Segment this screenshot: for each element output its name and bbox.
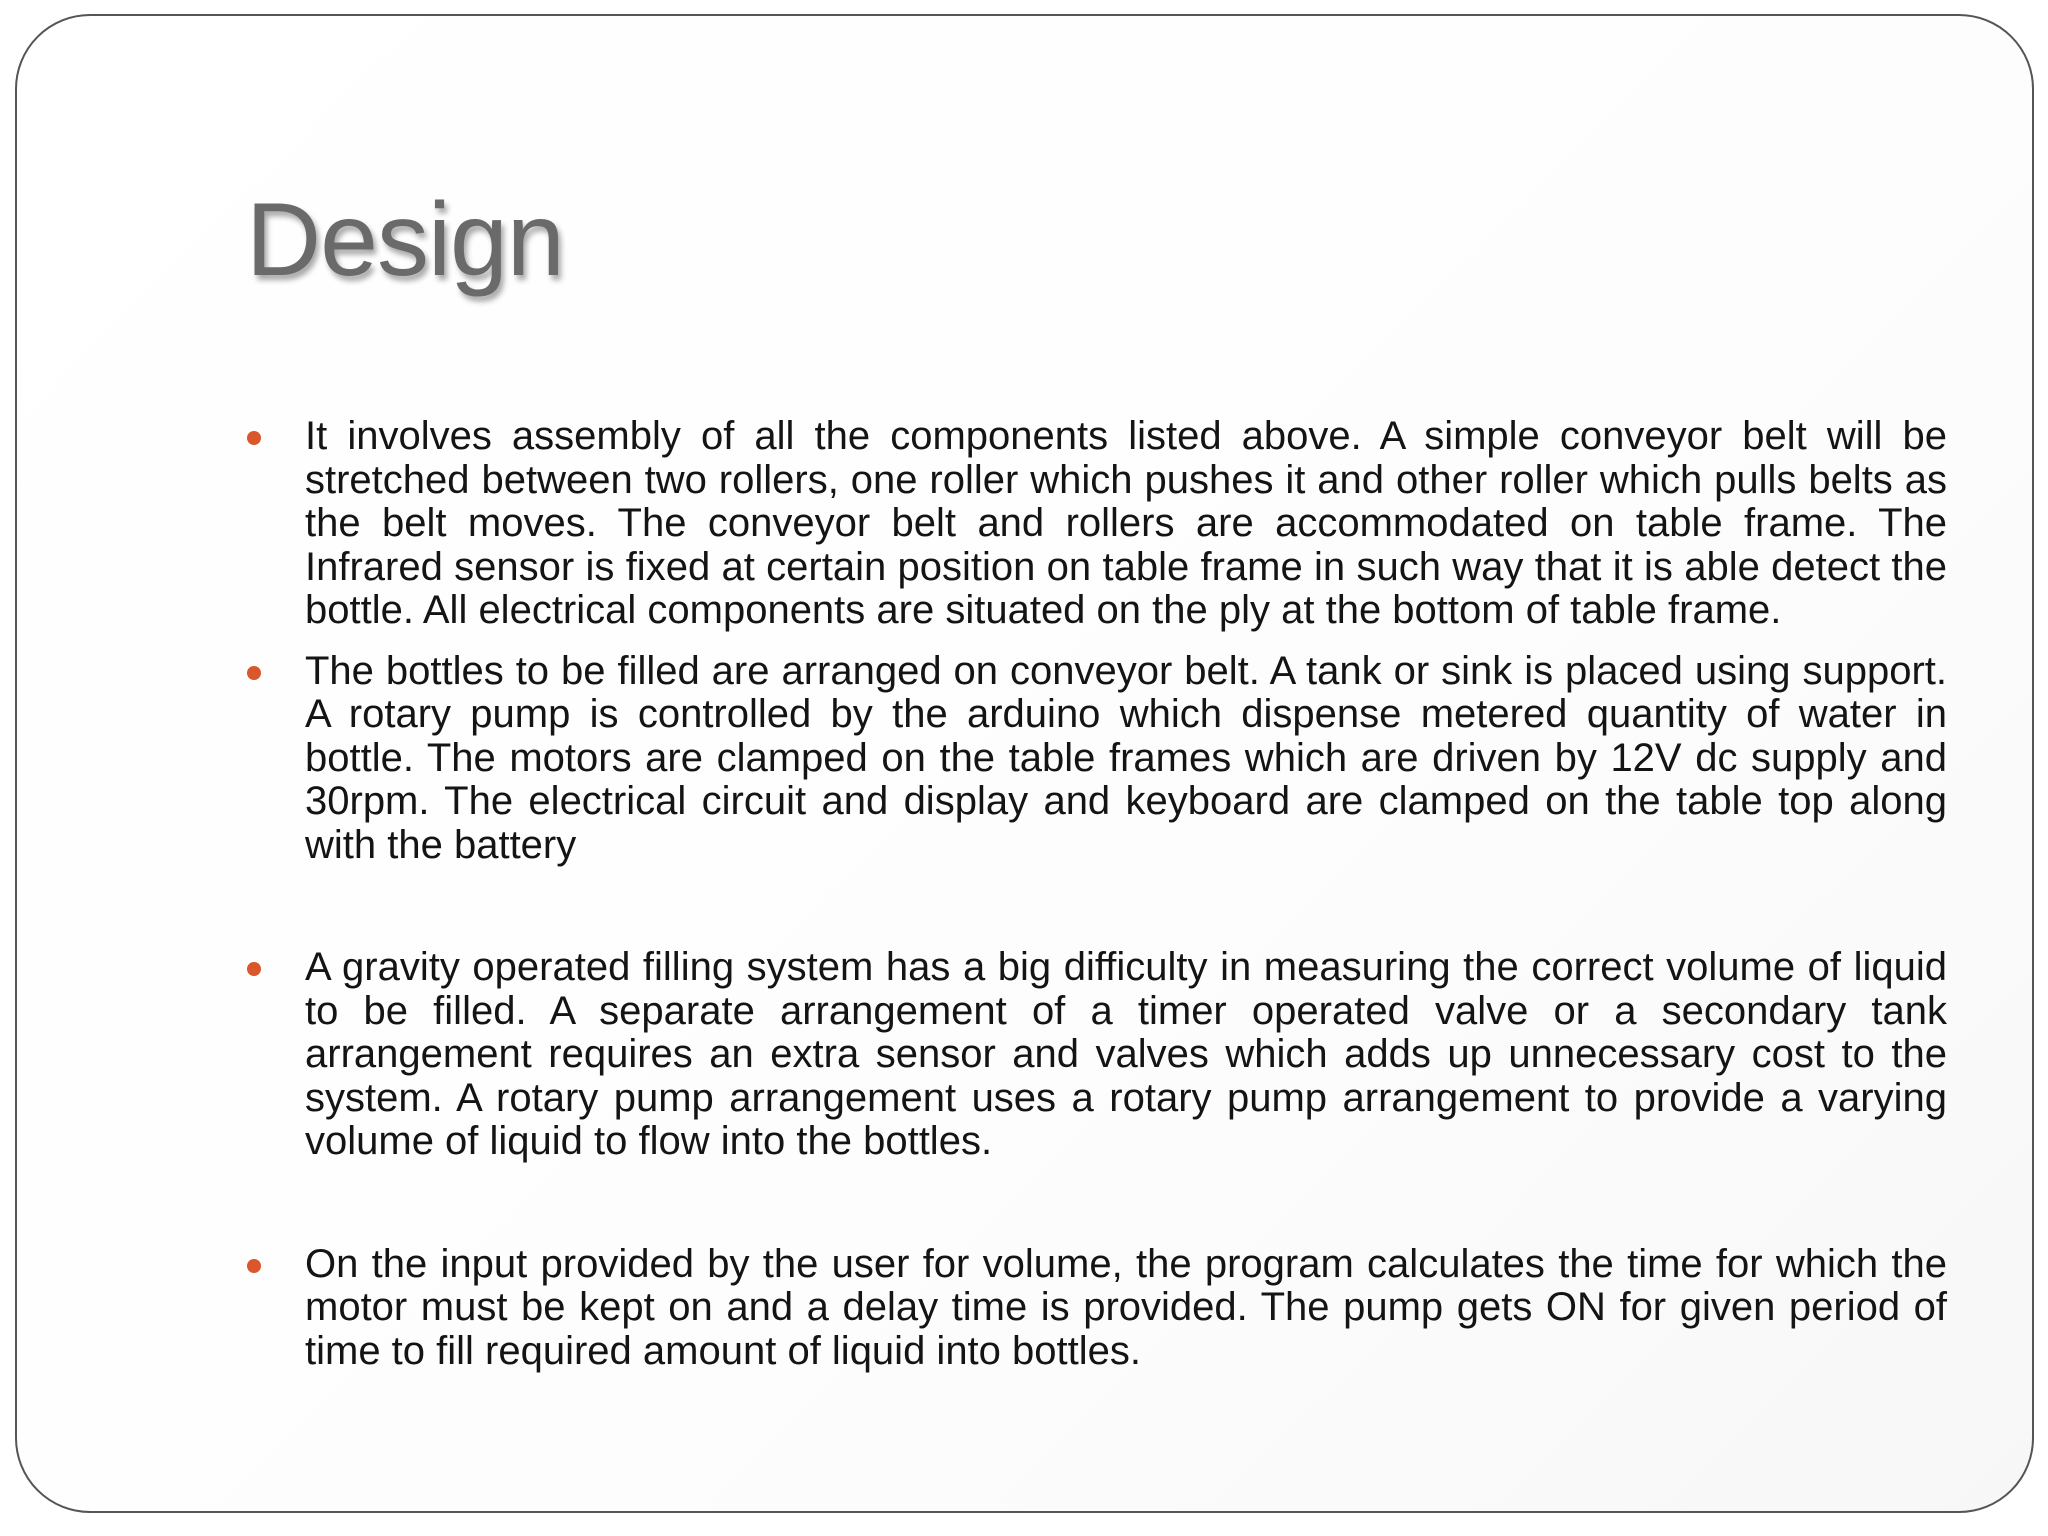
slide-frame (15, 14, 2034, 1513)
bullet-item (247, 650, 1947, 868)
slide-title: Design (246, 182, 564, 298)
bullet-item (247, 946, 1947, 1164)
bullet-dot-icon (247, 962, 261, 976)
bullet-item (247, 415, 1947, 633)
bullet-list (247, 415, 1947, 1373)
bullet-text: The bottles to be filled are arranged on conveyor belt. A tank or sink is placed using support. A rotary pump is controlled by the arduino which dispense metered quantity of water in bottle. The motors are clamped on the table frames which are driven by 12V dc supply and 30rpm. The electrical circuit and display and keyboard are clamped on the table top along with the battery (305, 648, 1947, 867)
bullet-dot-icon (247, 431, 261, 445)
bullet-item (247, 1243, 1947, 1374)
bullet-text: It involves assembly of all the components listed above. A simple conveyor belt will be stretched between two rollers, one roller which pushes it and other roller which pulls belts as the belt moves. The conveyor belt and rollers are accommodated on table frame. The Infrared sensor is fixed at certain position on table frame in such way that it is able detect the bottle. All electrical components are situated on the ply at the bottom of table frame. (305, 414, 1947, 632)
bullet-text: On the input provided by the user for volume, the program calculates the time for which the motor must be kept on and a delay time is provided. The pump gets ON for given period of time to fill required amount of liquid into bottles. (305, 1241, 1947, 1373)
bullet-text: A gravity operated filling system has a big difficulty in measuring the correct volume of liquid to be filled. A separate arrangement of a timer operated valve or a secondary tank arrangement requires an extra sensor and valves which adds up unnecessary cost to the system. A rotary pump arrangement uses a rotary pump arrangement to provide a varying volume of liquid to flow into the bottles. (305, 945, 1947, 1163)
bullet-dot-icon (247, 666, 261, 680)
bullet-dot-icon (247, 1259, 261, 1273)
